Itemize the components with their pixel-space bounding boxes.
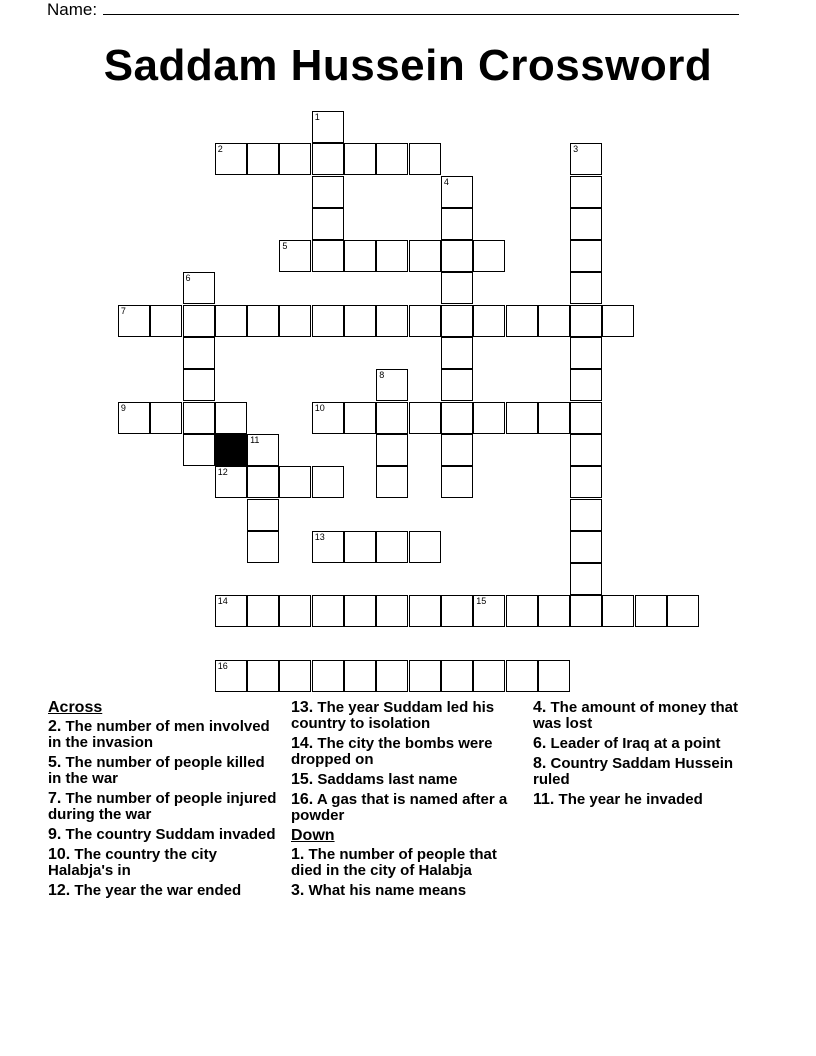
crossword-cell[interactable] [215,466,247,498]
crossword-cell[interactable] [312,660,344,692]
crossword-cell[interactable] [538,305,570,337]
clue-number: 4 [443,176,449,187]
clue-number: 7 [120,305,126,316]
crossword-cell[interactable] [312,176,344,208]
crossword-cell[interactable] [409,660,441,692]
clue-item-text: The year he invaded [554,791,703,808]
crossword-cell[interactable] [344,240,376,272]
crossword-cell[interactable] [409,402,441,434]
crossword-cell[interactable] [150,402,182,434]
clue-number: 1 [314,111,320,122]
page-title: Saddam Hussein Crossword [103,41,713,90]
crossword-cell[interactable] [118,402,150,434]
clue-item-text: The number of people killed in the war [48,754,265,787]
clue-number: 11 [250,434,260,445]
crossword-cell[interactable] [473,240,505,272]
clue-item-number: 6. [533,735,547,752]
crossword-cell[interactable] [506,305,538,337]
crossword-cell[interactable] [376,466,408,498]
crossword-cell[interactable] [441,434,473,466]
crossword-cell[interactable] [344,402,376,434]
crossword-cell[interactable] [279,143,311,175]
clue-item-text: Leader of Iraq at a point [546,735,721,752]
crossword-cell[interactable] [570,272,602,304]
clue-item [48,719,280,751]
clue-number: 2 [217,144,223,155]
crossword-cell[interactable] [409,595,441,627]
clue-item-text: The amount of money that was lost [533,699,739,732]
crossword-cell[interactable] [247,531,279,563]
clue-number: 9 [120,402,126,413]
clue-item-number: 8. [533,755,547,772]
crossword-cell[interactable] [441,337,473,369]
crossword-cell[interactable] [441,208,473,240]
crossword-cell[interactable] [215,660,247,692]
crossword-cell[interactable] [570,402,602,434]
crossword-cell[interactable] [312,111,344,143]
crossword-cell[interactable] [441,240,473,272]
crossword-cell[interactable] [602,595,634,627]
clue-item-number: 13. [291,699,314,716]
crossword-cell[interactable] [570,305,602,337]
crossword-cell[interactable] [441,176,473,208]
crossword-cell[interactable] [570,595,602,627]
crossword-cell[interactable] [247,434,279,466]
crossword-cell[interactable] [538,402,570,434]
crossword-cell[interactable] [344,305,376,337]
crossword-cell[interactable] [570,434,602,466]
clue-number: 13 [314,531,325,542]
crossword-cell[interactable] [312,402,344,434]
crossword-cell[interactable] [312,466,344,498]
crossword-cell[interactable] [409,240,441,272]
crossword-cell[interactable] [441,660,473,692]
clue-item [48,827,280,843]
crossword-cell[interactable] [183,402,215,434]
crossword-cell[interactable] [215,402,247,434]
crossword-cell[interactable] [344,143,376,175]
crossword-cell[interactable] [312,208,344,240]
clue-item [533,700,765,732]
crossword-cell[interactable] [538,595,570,627]
crossword-cell[interactable] [441,466,473,498]
crossword-cell[interactable] [570,563,602,595]
clue-item [533,736,765,752]
clue-item-number: 11. [533,791,555,808]
crossword-cell[interactable] [312,240,344,272]
clue-item-number: 16. [291,791,314,808]
clue-item [48,847,280,879]
clue-item [48,791,280,823]
black-cell [215,434,247,466]
crossword-cell[interactable] [279,595,311,627]
clue-heading: Down [291,827,335,844]
crossword-cell[interactable] [570,499,602,531]
clue-item [291,772,523,788]
crossword-cell[interactable] [376,240,408,272]
clue-item-number: 7. [48,790,62,807]
clue-item-text: Saddams last name [313,771,458,788]
clue-item-text: A gas that is named after a powder [291,791,508,824]
clue-item-text: Country Saddam Hussein ruled [533,755,734,788]
clue-item-number: 12. [48,882,71,899]
crossword-cell[interactable] [376,595,408,627]
crossword-cell[interactable] [247,305,279,337]
crossword-cell[interactable] [344,660,376,692]
crossword-cell[interactable] [344,531,376,563]
name-label: Name: [47,0,98,19]
crossword-cell[interactable] [441,402,473,434]
clue-item-number: 3. [291,882,305,899]
clue-item-text: The year Suddam led his country to isolation [291,699,495,732]
crossword-cell[interactable] [247,143,279,175]
clue-item [291,847,523,879]
clue-item [291,883,523,899]
crossword-cell[interactable] [312,305,344,337]
clue-item-number: 14. [291,735,314,752]
crossword-cell[interactable] [441,305,473,337]
clue-number: 3 [573,144,579,155]
clue-item-number: 4. [533,699,547,716]
crossword-cell[interactable] [344,595,376,627]
clue-item [291,792,523,824]
crossword-cell[interactable] [215,143,247,175]
crossword-cell[interactable] [409,305,441,337]
crossword-cell[interactable] [441,369,473,401]
crossword-cell[interactable] [635,595,667,627]
crossword-cell[interactable] [183,272,215,304]
crossword-cell[interactable] [183,434,215,466]
crossword-cell[interactable] [473,305,505,337]
crossword-cell[interactable] [376,531,408,563]
crossword-cell[interactable] [183,369,215,401]
crossword-cell[interactable] [279,305,311,337]
clue-number: 16 [217,661,228,671]
clue-column-1 [48,700,280,903]
crossword-cell[interactable] [279,466,311,498]
crossword-cell[interactable] [506,402,538,434]
clue-number: 6 [185,273,191,284]
crossword-cell[interactable] [118,305,150,337]
clue-number: 14 [217,596,228,607]
clue-item [48,883,280,899]
clue-number: 15 [476,596,487,607]
crossword-cell[interactable] [183,305,215,337]
crossword-cell[interactable] [441,272,473,304]
clue-item [291,736,523,768]
crossword-cell[interactable] [473,660,505,692]
crossword-cell[interactable] [247,466,279,498]
crossword-cell[interactable] [570,240,602,272]
crossword-cell[interactable] [667,595,699,627]
crossword-cell[interactable] [279,240,311,272]
crossword-cell[interactable] [312,531,344,563]
crossword-cell[interactable] [506,595,538,627]
crossword-cell[interactable] [570,208,602,240]
clue-item-text: The number of people that died in the city of Halabja [291,846,497,879]
clue-column-3 [533,700,765,812]
crossword-cell[interactable] [376,660,408,692]
crossword-cell[interactable] [441,595,473,627]
crossword-cell[interactable] [312,595,344,627]
clue-item [533,756,765,788]
crossword-cell[interactable] [570,337,602,369]
crossword-cell[interactable] [409,531,441,563]
clue-item [48,755,280,787]
crossword-cell[interactable] [376,305,408,337]
crossword-cell[interactable] [538,660,570,692]
crossword-cell[interactable] [570,369,602,401]
crossword-cell[interactable] [376,369,408,401]
crossword-cell[interactable] [570,176,602,208]
clue-item-text: The country Suddam invaded [61,826,276,843]
crossword-cell[interactable] [247,660,279,692]
crossword-cell[interactable] [376,143,408,175]
clue-item-text: The number of men involved in the invasion [48,718,270,751]
crossword-cell[interactable] [473,595,505,627]
crossword-cell[interactable] [247,499,279,531]
crossword-cell[interactable] [183,337,215,369]
clue-column-2 [291,700,523,903]
clue-item-text: The number of people injured during the war [48,790,277,823]
clue-number: 5 [282,241,288,252]
clue-heading: Across [48,699,103,716]
clue-number: 10 [314,402,325,413]
crossword-cell[interactable] [602,305,634,337]
clue-item [291,700,523,732]
crossword-cell[interactable] [312,143,344,175]
crossword-cell[interactable] [570,466,602,498]
clue-number: 8 [379,370,385,381]
clue-item-number: 5. [48,754,62,771]
clue-item-text: The city the bombs were dropped on [291,735,493,768]
clue-item-number: 2. [48,718,62,735]
crossword-cell[interactable] [376,434,408,466]
crossword-cell[interactable] [570,531,602,563]
crossword-cell[interactable] [215,305,247,337]
clue-item [533,792,765,808]
crossword-cell[interactable] [279,660,311,692]
crossword-cell[interactable] [473,402,505,434]
clue-item-number: 15. [291,771,314,788]
clue-item-text: The year the war ended [70,882,242,899]
clue-item-text: What his name means [304,882,467,899]
crossword-cell[interactable] [247,595,279,627]
clue-number: 12 [217,467,228,478]
crossword-cell[interactable] [506,660,538,692]
clue-item-number: 9. [48,826,62,843]
crossword-cell[interactable] [150,305,182,337]
clue-item-number: 1. [291,846,305,863]
crossword-cell[interactable] [409,143,441,175]
crossword-cell[interactable] [570,143,602,175]
crossword-cell[interactable] [215,595,247,627]
crossword-cell[interactable] [376,402,408,434]
clue-item-text: The country the city Halabja's in [48,846,217,879]
clue-item-number: 10. [48,846,71,863]
